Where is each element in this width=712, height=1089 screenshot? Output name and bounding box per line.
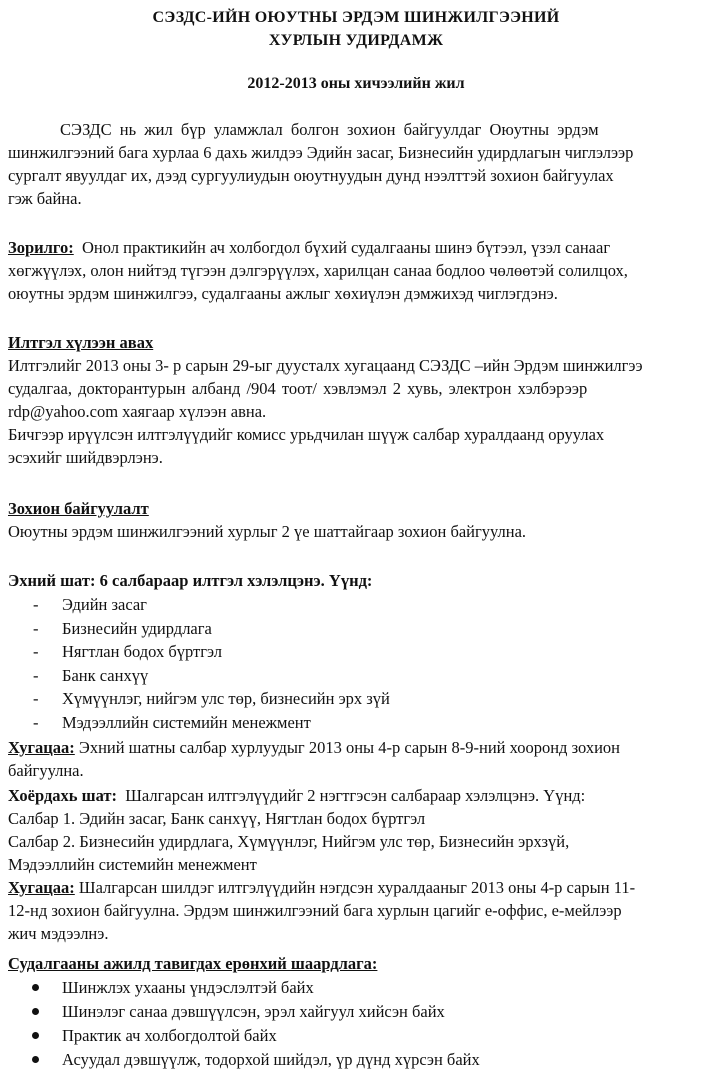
submission-heading: Илтгэл хүлээн авах xyxy=(8,333,154,352)
stage2-section-2: Салбар 2. Бизнесийн удирдлага, Хүмүүнлэг, Нийгэм улс төр, Бизнесийн эрхзүй, xyxy=(8,832,570,851)
intro-line: гэж байна. xyxy=(8,189,82,208)
stage2-section-2: Мэдээллийн системийн менежмент xyxy=(8,855,257,874)
deadline-line xyxy=(8,736,706,759)
deadline-line: жич мэдээлнэ. xyxy=(8,924,109,943)
stage2-section-1: Салбар 1. Эдийн засаг, Банк санхүү, Нягтлан бодох бүртгэл xyxy=(8,809,426,828)
list-item xyxy=(0,640,706,664)
intro-paragraph xyxy=(8,118,706,210)
list-item xyxy=(0,664,706,688)
branch-label: Нягтлан бодох бүртгэл xyxy=(62,642,223,662)
deadline-line xyxy=(8,876,706,899)
deadline-text: Эхний шатны салбар хурлуудыг 2013 оны 4-р сарын 8-9-ний хооронд зохион xyxy=(78,738,620,757)
submission-section xyxy=(8,331,706,469)
deadline-label: Хугацаа: xyxy=(8,878,75,897)
intro-line: СЭЗДС нь жил бүр уламжлал болгон зохион байгуулдаг Оюутны эрдэм xyxy=(60,120,599,139)
deadline-line: 12-нд зохион байгуулна. Эрдэм шинжилгээний бага хурлын цагийг е-оффис, е-мейлээр xyxy=(8,901,622,920)
organization-heading: Зохион байгуулалт xyxy=(8,499,149,518)
submission-line: эсэхийг шийдвэрлэнэ. xyxy=(8,448,163,467)
branch-label: Хүмүүнлэг, нийгэм улс төр, бизнесийн эрх зүй xyxy=(62,689,390,709)
list-item xyxy=(0,593,706,617)
requirement-text: Шинжлэх ухааны үндэслэлтэй байх xyxy=(62,978,314,997)
requirement-text: Асуудал дэвшүүлж, тодорхой шийдэл, үр дүнд хүрсэн байх xyxy=(62,1050,480,1069)
dash-bullet: - xyxy=(33,618,39,638)
dash-bullet: - xyxy=(33,712,39,732)
stage2-heading: Хоёрдахь шат: xyxy=(8,786,117,805)
dash-bullet: - xyxy=(33,595,39,614)
goal-line xyxy=(8,236,706,259)
list-item xyxy=(0,1000,706,1024)
bullet-dot xyxy=(32,1008,39,1015)
academic-year: 2012-2013 оны хичээлийн жил xyxy=(247,75,465,92)
submission-line: судалгаа, докторантурын албанд /904 тоот/ хэвлэмэл 2 хувь, электрон хэлбэрээр xyxy=(8,379,588,398)
requirement-text: Шинэлэг санаа дэвшүүлсэн, эрэл хайгуул хийсэн байх xyxy=(62,1002,445,1021)
stage2-heading-text: Шалгарсан илтгэлүүдийг 2 нэгтгэсэн салбараар хэлэлцэнэ. Үүнд: xyxy=(125,786,586,805)
stage1-heading: Эхний шат: 6 салбараар илтгэл хэлэлцэнэ. Үүнд: xyxy=(8,571,373,590)
organization-text: Оюутны эрдэм шинжилгээний хурлыг 2 үе шаттайгаар зохион байгуулна. xyxy=(8,522,527,541)
branch-label: Бизнесийн удирдлага xyxy=(62,618,212,638)
submission-email-line: rdp@yahoo.com хаягаар хүлээн авна. xyxy=(8,402,267,421)
list-item xyxy=(0,711,706,735)
deadline-text: Шалгарсан шилдэг илтгэлүүдийн нэгдсэн хуралдааныг 2013 оны 4-р сарын 11- xyxy=(78,878,636,897)
list-item xyxy=(0,976,706,1000)
stage2-section xyxy=(8,784,706,945)
bullet-dot xyxy=(32,1056,39,1063)
deadline-line: байгуулна. xyxy=(8,761,84,780)
submission-line: Бичгээр ирүүлсэн илтгэлүүдийг комисс урьдчилан шүүж салбар хуралдаанд оруулах xyxy=(8,425,605,444)
dash-bullet: - xyxy=(33,642,39,662)
intro-line: шинжилгээний бага хурлаа 6 дахь жилдээ Эдийн засаг, Бизнесийн удирдлагын чиглэлээр xyxy=(8,143,634,162)
branch-label: Банк санхүү xyxy=(62,665,149,685)
goal-line: хөгжүүлэх, олон нийтэд түгээн дэлгэрүүлэх, харилцан санаа бодлоо чөлөөтэй солилцох, xyxy=(8,261,628,280)
list-item xyxy=(0,1048,706,1072)
requirement-text: Практик ач холбогдолтой байх xyxy=(62,1026,277,1045)
deadline-label: Хугацаа: xyxy=(8,738,75,757)
branch-label: Мэдээллийн системийн менежмент xyxy=(62,712,311,732)
goal-text: Онол практикийн ач холбогдол бүхий судалгааны шинэ бүтээл, үзэл санааг xyxy=(81,238,611,257)
list-item xyxy=(0,617,706,641)
document-title-line-1: СЭЗДС-ИЙН ОЮУТНЫ ЭРДЭМ ШИНЖИЛГЭЭНИЙ xyxy=(152,9,560,26)
dash-bullet: - xyxy=(33,689,39,709)
bullet-dot xyxy=(32,1032,39,1039)
requirements-heading: Судалгааны ажилд тавигдах ерөнхий шаардлага: xyxy=(8,954,378,973)
goal-line: оюутны эрдэм шинжилгээ, судалгааны ажлыг хөхиүлэн дэмжихэд чиглэгдэнэ. xyxy=(8,284,558,303)
requirements-list xyxy=(0,976,706,1072)
bullet-dot xyxy=(32,984,39,991)
intro-line: сургалт явуулдаг их, дээд сургуулиудын оюутнуудын дунд нээлттэй зохион байгуулах xyxy=(8,166,614,185)
organization-section xyxy=(8,497,706,543)
goal-heading: Зорилго: xyxy=(8,238,74,257)
list-item xyxy=(0,1024,706,1048)
stage2-heading-line xyxy=(8,784,706,807)
dash-bullet: - xyxy=(33,665,39,685)
list-item xyxy=(0,687,706,711)
document-title-line-2: ХУРЛЫН УДИРДАМЖ xyxy=(268,32,444,49)
stage1-deadline xyxy=(8,736,706,782)
branch-label: Эдийн засаг xyxy=(62,595,147,614)
submission-line: Илтгэлийг 2013 оны 3- р сарын 29-ыг дуусталх хугацаанд СЭЗДС –ийн Эрдэм шинжилгээ xyxy=(8,356,643,375)
goal-section xyxy=(8,236,706,305)
stage1-branch-list xyxy=(0,593,706,735)
